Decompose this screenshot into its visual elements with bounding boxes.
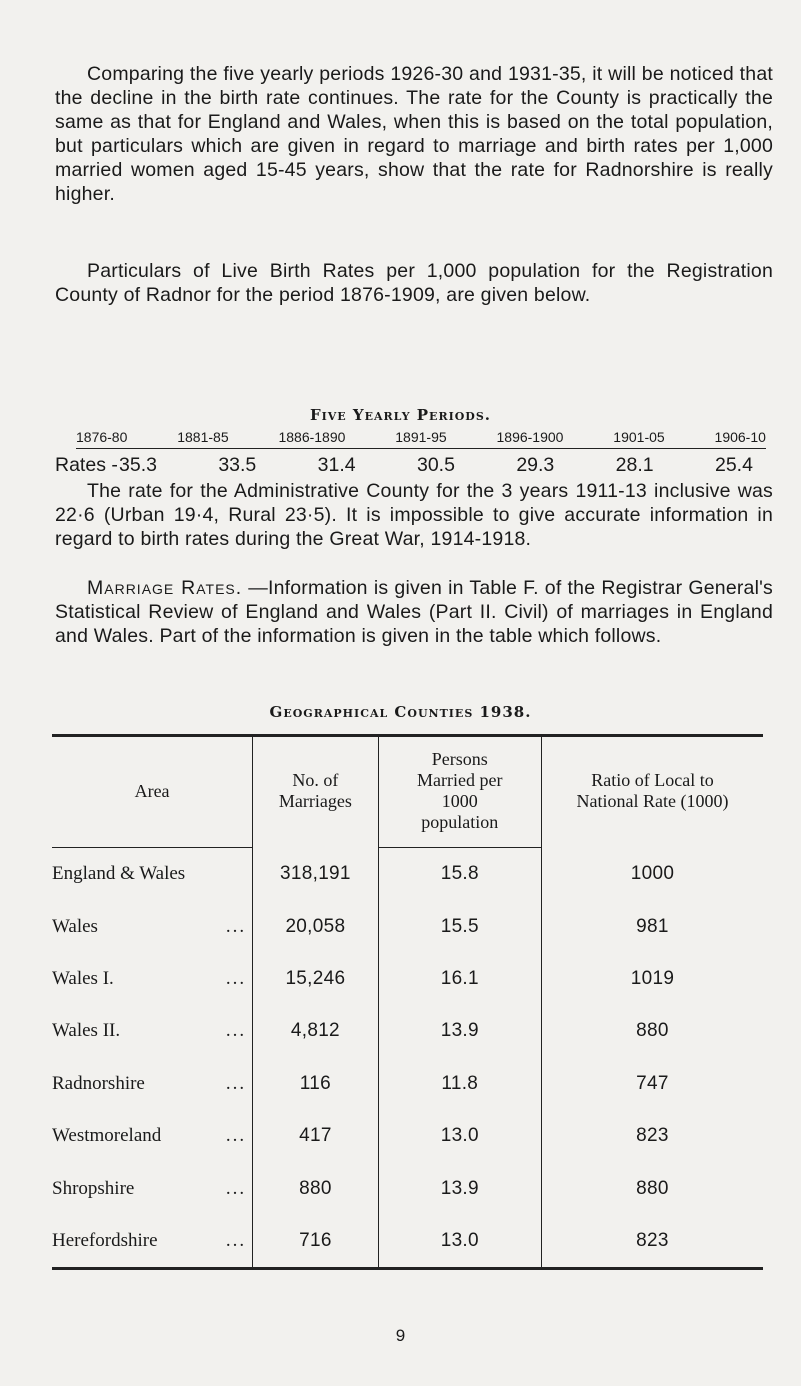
rate-value: 25.4 (714, 454, 753, 476)
marriages-value: 4,812 (252, 1005, 377, 1057)
rate-value: 31.4 (317, 454, 356, 476)
marriages-value: 716 (252, 1215, 377, 1267)
persons-married-value: 16.1 (378, 953, 541, 1005)
marriage-rates-heading: Marriage Rates. (87, 577, 243, 599)
paragraph-administrative-county-rate: The rate for the Administrative County for the 3 years 1911-13 inclusive was 22·6 (Urban 19·4, Rural 23·5). It is impossible to give accurate information in regard to birth rates during the Great War, 1914-1918. (55, 480, 773, 550)
persons-married-value: 13.9 (378, 1162, 541, 1214)
table-row: Radnorshire ... 116 11.8 747 (52, 1058, 763, 1110)
persons-married-value: 13.0 (378, 1110, 541, 1162)
periods-table-heading: Five Yearly Periods. (309, 406, 492, 424)
persons-married-value: 15.5 (378, 900, 541, 952)
ratio-value: 747 (541, 1058, 763, 1110)
table-row: Wales II. ... 4,812 13.9 880 (52, 1005, 763, 1057)
ratio-value: 981 (541, 900, 763, 952)
persons-married-value: 11.8 (378, 1058, 541, 1110)
rates-row-label: Rates - (55, 454, 118, 476)
period-label: 1891-95 (395, 429, 447, 445)
ratio-value: 1019 (541, 953, 763, 1005)
table-row: Herefordshire ... 716 13.0 823 (52, 1215, 763, 1267)
table-row: Shropshire ... 880 13.9 880 (52, 1162, 763, 1214)
ratio-value: 880 (541, 1005, 763, 1057)
rates-row (55, 454, 765, 477)
table-row: Wales I. ... 15,246 16.1 1019 (52, 953, 763, 1005)
ratio-value: 823 (541, 1215, 763, 1267)
period-label: 1886-1890 (278, 429, 346, 445)
period-label: 1881-85 (177, 429, 229, 445)
ratio-value: 880 (541, 1162, 763, 1214)
paragraph-birth-rate-comparison: Comparing the five yearly periods 1926-30 and 1931-35, it will be noticed that the decline in the birth rate continues. The rate for the County is practically the same as that for England and Wales, when this is based on the total population, but particulars which are given in regard to marriage and birth rates per 1,000 married women aged 15-45 years, show that the rate for Radnorshire is really higher. (55, 63, 773, 205)
period-label: 1906-10 (714, 429, 766, 445)
marriages-value: 20,058 (252, 900, 377, 952)
area-name: England & Wales (52, 863, 186, 885)
table-row: Westmoreland ... 417 13.0 823 (52, 1110, 763, 1162)
paragraph-marriage-rates (55, 576, 773, 648)
area-name: Wales (52, 915, 98, 937)
rate-value: 29.3 (516, 454, 555, 476)
marriage-table-header (52, 737, 763, 848)
rate-value: 33.5 (218, 454, 257, 476)
marriages-value: 417 (252, 1110, 377, 1162)
area-name: Wales II. (52, 1020, 121, 1042)
period-label: 1876-80 (76, 429, 128, 445)
table-row (52, 848, 763, 900)
ratio-value: 1000 (541, 848, 763, 900)
marriages-value: 880 (252, 1162, 377, 1214)
paragraph-live-birth-rates-intro: Particulars of Live Birth Rates per 1,000 population for the Registration County of Radnor for the period 1876-1909, are given below. (55, 260, 773, 306)
marriages-value: 318,191 (252, 848, 377, 900)
header-marriages: No. of Marriages (252, 737, 377, 848)
table-row: Wales ... 20,058 15.5 981 (52, 900, 763, 952)
header-persons-married: Persons Married per 1000 population (378, 737, 541, 848)
persons-married-value: 13.0 (378, 1215, 541, 1267)
periods-header-row (76, 429, 766, 449)
area-name: Wales I. (52, 967, 114, 989)
rate-value: 28.1 (615, 454, 654, 476)
marriage-table-heading: Geographical Counties 1938. (269, 703, 532, 721)
rate-value: 35.3 (119, 454, 157, 476)
ratio-value: 823 (541, 1110, 763, 1162)
persons-married-value: 13.9 (378, 1005, 541, 1057)
marriage-table (52, 734, 763, 1270)
persons-married-value: 15.8 (378, 848, 541, 900)
header-area: Area (52, 737, 252, 848)
area-name: Westmoreland (52, 1125, 162, 1147)
page-number: 9 (395, 1326, 406, 1345)
area-name: Radnorshire (52, 1072, 145, 1094)
marriages-value: 15,246 (252, 953, 377, 1005)
period-label: 1901-05 (613, 429, 665, 445)
area-name: Shropshire (52, 1177, 135, 1199)
rate-value: 30.5 (416, 454, 455, 476)
period-label: 1896-1900 (496, 429, 564, 445)
marriages-value: 116 (252, 1058, 377, 1110)
area-name: Herefordshire (52, 1229, 158, 1251)
marriage-rates-body: —Information is given in Table F. of the Registrar General's Statistical Review of England and Wales (Part II. Civil) of marriages in England and Wales. Part of the information is given in the table which follows. (55, 577, 774, 647)
header-ratio: Ratio of Local to National Rate (1000) (541, 737, 763, 848)
